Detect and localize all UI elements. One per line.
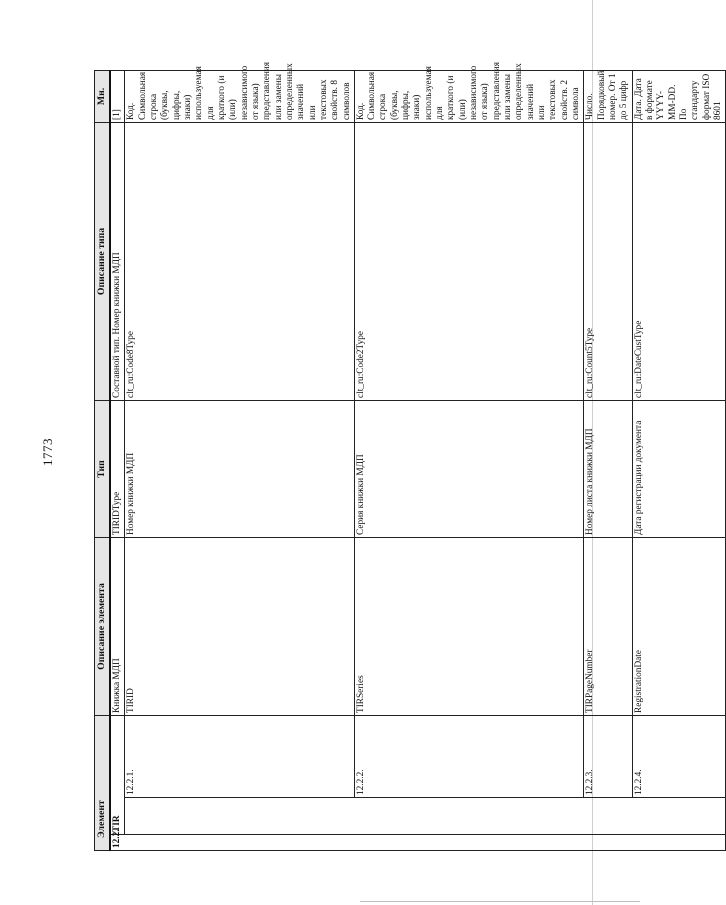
table-row-section xyxy=(110,70,125,850)
row-number: 12.2.3. xyxy=(584,715,632,797)
row-type-description: Число. Порядковый номер. От 1 до 5 цифр xyxy=(584,70,632,122)
row-number: 12.2.1. xyxy=(125,715,355,797)
row-type: clt_ru:Code8Type xyxy=(125,122,355,400)
table-row xyxy=(632,70,726,850)
table-row xyxy=(125,70,355,850)
row-element-description: Серия книжки МДП xyxy=(354,400,584,537)
row-element-description: Дата регистрации документа xyxy=(632,400,726,537)
row-type: clt_ru:Code2Type xyxy=(354,122,584,400)
table-header-row xyxy=(95,70,110,850)
row-number: 12.2.4. xyxy=(632,715,726,797)
table-row xyxy=(354,70,584,850)
header-type: Тип xyxy=(95,400,110,537)
header-type-description: Описание типа xyxy=(95,122,110,400)
row-type: clt_ru:DateCustType xyxy=(632,122,726,400)
page-number: 1773 xyxy=(40,438,55,466)
indent-cell xyxy=(125,798,726,835)
page-bottom-edge-line xyxy=(360,901,640,902)
header-element-description: Описание элемента xyxy=(95,537,110,715)
rotated-table-container xyxy=(94,61,723,851)
row-element-name: TIRID xyxy=(125,537,355,715)
section-description: Книжка МДП xyxy=(110,537,125,715)
row-number: 12.2.2. xyxy=(354,715,584,797)
row-type-description: Код. Символьная строка (буквы, цифры, знаки) используемая для краткого (и (или) независимого от языка) представления или замены определенных значений или текстовых свойств. 8 символов xyxy=(125,70,355,122)
row-element-description: Номер книжки МДП xyxy=(125,400,355,537)
row-element-description: Номер листа книжки МДП xyxy=(584,400,632,537)
header-element: Элемент xyxy=(95,715,110,850)
header-multiplicity: Мн. xyxy=(95,70,110,122)
row-type-description: Код. Символьная строка (буквы, цифры, знаки) используемая для краткого (и (или) независимого от языка) представления или замены определенных значений или текстовых свойств. 2 символа xyxy=(354,70,584,122)
row-element-name: TIRSeries xyxy=(354,537,584,715)
document-table xyxy=(94,61,726,851)
row-type-description: Дата. Дата в формате YYYY-MM-DD. По стандарту формат ISO 8601 xyxy=(632,70,726,122)
row-element-name: TIRPageNumber xyxy=(584,537,632,715)
section-name: TIR xyxy=(110,715,125,834)
row-element-name: RegistrationDate xyxy=(632,537,726,715)
section-number: 12.2. xyxy=(110,835,726,851)
section-multiplicity: [1] xyxy=(110,70,125,122)
row-type: clt_ru:Count5Type xyxy=(584,122,632,400)
section-type: TIRIDType xyxy=(110,400,125,537)
section-type-description: Составной тип. Номер книжки МДП xyxy=(110,122,125,400)
table-row xyxy=(584,70,632,850)
